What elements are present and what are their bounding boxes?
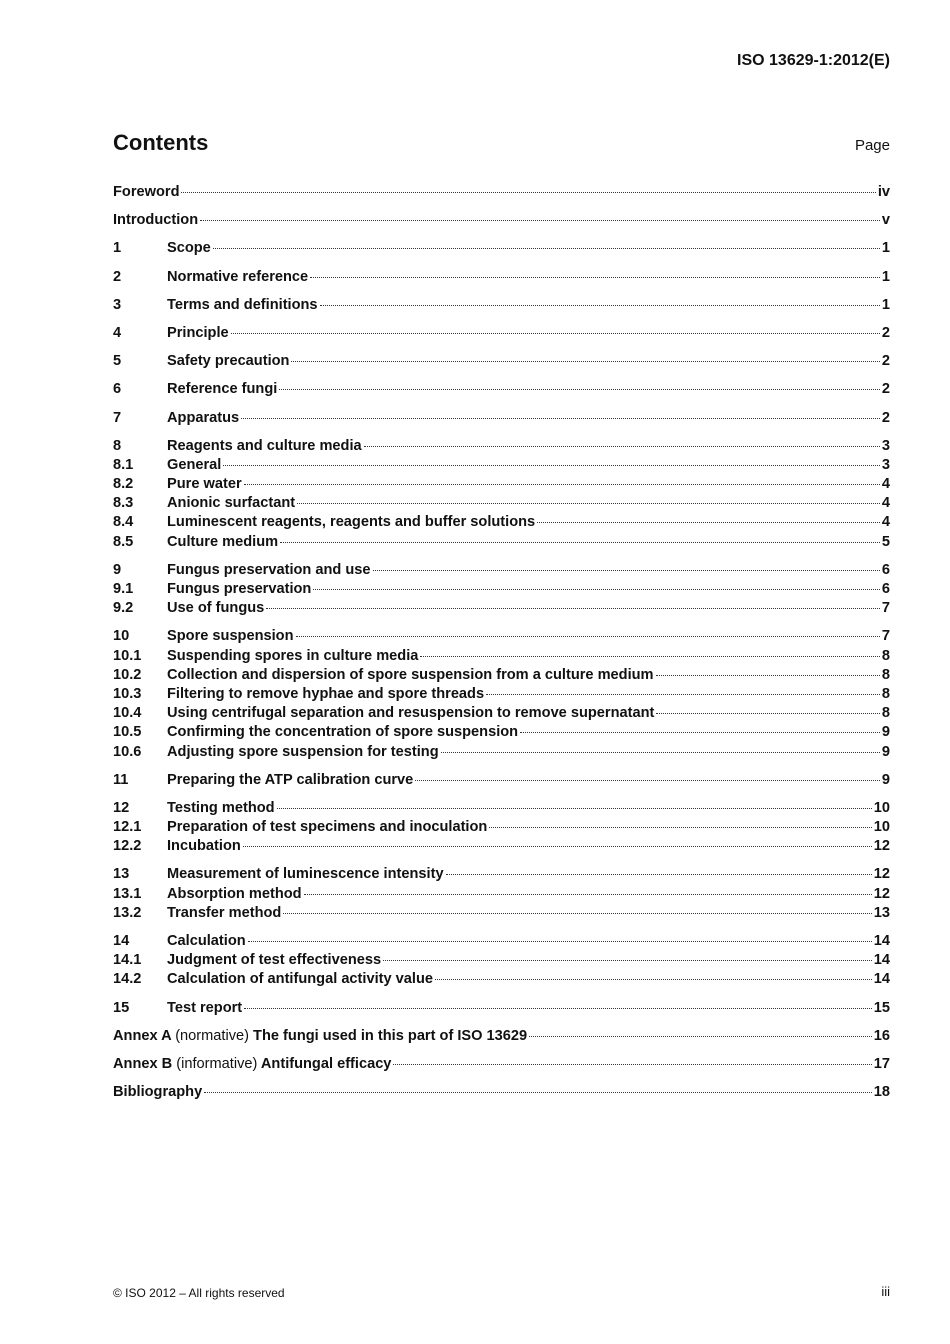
toc-entry-page: 1 — [881, 240, 890, 257]
toc-entry-title: Foreword — [113, 184, 180, 200]
toc-group — [113, 239, 890, 258]
toc-entry-page: 4 — [881, 495, 890, 512]
toc-entry-page: 5 — [881, 533, 890, 550]
toc-entry-title: Anionic surfactant — [167, 495, 296, 512]
dot-leader — [435, 978, 872, 980]
toc-entry-title: Reference fungi — [167, 381, 278, 398]
toc-entry[interactable] — [113, 239, 890, 258]
toc-entry[interactable] — [113, 1027, 890, 1046]
toc-entry-title: Fungus preservation — [167, 581, 312, 597]
toc-group — [113, 1055, 890, 1074]
dot-leader — [373, 569, 880, 571]
toc-entry-title: Testing method — [167, 799, 275, 816]
toc-entry-title: Annex A — [113, 1027, 172, 1044]
toc-entry[interactable] — [113, 970, 890, 989]
toc-entry-page: 9 — [881, 771, 890, 788]
toc-entry-label — [167, 743, 439, 762]
toc-entry-label — [167, 904, 281, 923]
toc-entry-page: 9 — [881, 743, 890, 760]
toc-entry-title: Safety precaution — [167, 353, 290, 370]
dot-leader — [213, 247, 880, 249]
toc-entry[interactable] — [113, 494, 890, 513]
toc-group — [113, 296, 890, 315]
document-id: ISO 13629-1:2012(E) — [737, 52, 890, 69]
toc-entry-label — [167, 666, 654, 685]
toc-entry[interactable] — [113, 183, 890, 202]
toc-entry-label — [167, 475, 242, 494]
dot-leader — [243, 845, 872, 847]
toc-entry-number: 12 — [113, 799, 130, 816]
toc-entry-title: Suspending spores in culture media — [167, 647, 419, 664]
contents-title: Contents — [113, 130, 209, 155]
toc-entry-page: 15 — [873, 999, 890, 1016]
toc-entry-label — [113, 1055, 391, 1074]
table-of-contents — [113, 183, 890, 1111]
toc-entry-title: Terms and definitions — [167, 296, 318, 313]
toc-entry-number: 8.1 — [113, 456, 134, 473]
toc-entry-page: 2 — [881, 381, 890, 398]
dot-leader — [656, 712, 880, 714]
dot-leader — [181, 191, 875, 193]
toc-entry-page: 14 — [873, 933, 890, 949]
toc-entry-title: Calculation of antifungal activity value — [167, 971, 433, 988]
toc-entry[interactable] — [113, 268, 890, 287]
toc-entry[interactable] — [113, 743, 890, 762]
toc-entry-title: Use of fungus — [167, 600, 265, 617]
toc-entry-title: Pure water — [167, 476, 242, 493]
toc-entry-number: 12.1 — [113, 819, 142, 836]
toc-entry-page: 14 — [873, 971, 890, 988]
toc-entry-page: 12 — [873, 838, 890, 855]
toc-entry-title: Luminescent reagents, reagents and buffer solutions — [167, 514, 536, 531]
toc-entry-label — [167, 494, 295, 513]
toc-entry-page: 6 — [881, 561, 890, 578]
toc-entry-page: 3 — [881, 437, 890, 454]
dot-leader — [204, 1091, 872, 1093]
toc-group — [113, 799, 890, 857]
dot-leader — [415, 779, 880, 781]
toc-group — [113, 999, 890, 1018]
toc-entry-page: 18 — [873, 1084, 890, 1101]
toc-entry-number: 13.2 — [113, 904, 142, 921]
toc-entry-label — [167, 970, 433, 989]
toc-entry-label — [113, 183, 179, 202]
dot-leader — [200, 219, 880, 221]
toc-entry[interactable] — [113, 513, 890, 532]
dot-leader — [441, 751, 880, 753]
toc-entry-label — [167, 885, 302, 904]
toc-entry-page: 9 — [881, 724, 890, 741]
toc-entry[interactable] — [113, 771, 890, 790]
toc-entry-page: 7 — [881, 628, 890, 645]
toc-entry-number: 9.2 — [113, 600, 134, 617]
toc-entry[interactable] — [113, 865, 890, 884]
annex-title: The fungi used in this part of ISO 13629 — [253, 1027, 528, 1044]
toc-group — [113, 771, 890, 790]
toc-entry-page: 12 — [873, 866, 890, 883]
toc-entry-label — [113, 1027, 527, 1046]
toc-entry-number: 6 — [113, 381, 122, 398]
toc-entry-label — [167, 599, 264, 618]
toc-entry-number: 7 — [113, 409, 122, 426]
toc-entry-title: Scope — [167, 240, 211, 257]
toc-entry-label — [167, 324, 229, 343]
toc-entry-title: Calculation — [167, 933, 246, 949]
toc-entry-page: 12 — [873, 885, 890, 902]
dot-leader — [383, 959, 872, 961]
toc-entry-label — [167, 437, 362, 456]
dot-leader — [656, 674, 880, 676]
toc-entry[interactable] — [113, 951, 890, 970]
toc-entry[interactable] — [113, 799, 890, 818]
toc-entry[interactable] — [113, 561, 890, 580]
toc-entry-title: General — [167, 456, 222, 473]
copyright-notice: © ISO 2012 – All rights reserved — [113, 1286, 285, 1300]
toc-entry[interactable] — [113, 1083, 890, 1102]
toc-entry-label — [113, 211, 198, 230]
dot-leader — [231, 332, 880, 334]
dot-leader — [266, 607, 880, 609]
toc-entry-number: 10.2 — [113, 666, 142, 683]
toc-entry-page: iv — [877, 184, 890, 200]
dot-leader — [291, 360, 879, 362]
toc-entry[interactable] — [113, 685, 890, 704]
toc-entry[interactable] — [113, 409, 890, 428]
toc-entry-title: Filtering to remove hyphae and spore threads — [167, 685, 485, 702]
toc-entry[interactable] — [113, 352, 890, 371]
toc-entry-number: 8.3 — [113, 495, 134, 512]
toc-entry-page: 1 — [881, 296, 890, 313]
dot-leader — [486, 693, 880, 695]
toc-entry-label — [167, 456, 221, 475]
toc-entry-number: 1 — [113, 240, 122, 257]
dot-leader — [310, 276, 880, 278]
toc-entry-label — [167, 533, 278, 552]
toc-entry-label — [167, 799, 275, 818]
toc-entry-label — [167, 561, 371, 580]
toc-entry-number: 10.3 — [113, 685, 142, 702]
dot-leader — [393, 1063, 871, 1065]
toc-entry-page: 14 — [873, 952, 890, 969]
toc-entry[interactable] — [113, 666, 890, 685]
page-number: iii — [881, 1284, 890, 1299]
toc-entry-number: 8.4 — [113, 514, 134, 531]
toc-entry-number: 10.5 — [113, 724, 142, 741]
toc-entry-title: Principle — [167, 324, 229, 341]
toc-entry-title: Fungus preservation and use — [167, 561, 371, 578]
toc-group — [113, 352, 890, 371]
toc-entry-number: 13.1 — [113, 885, 142, 902]
toc-entry-label — [167, 647, 418, 666]
toc-entry-page: 4 — [881, 514, 890, 531]
toc-entry-title: Transfer method — [167, 904, 282, 921]
toc-entry[interactable] — [113, 380, 890, 399]
dot-leader — [313, 588, 880, 590]
dot-leader — [446, 873, 872, 875]
toc-entry-label — [167, 818, 487, 837]
toc-entry-title: Judgment of test effectiveness — [167, 952, 382, 969]
toc-entry-page: 1 — [881, 268, 890, 285]
toc-group — [113, 1083, 890, 1102]
toc-entry-title: Bibliography — [113, 1084, 203, 1101]
toc-entry-title: Introduction — [113, 212, 199, 229]
toc-entry-title: Reagents and culture media — [167, 437, 362, 454]
toc-entry[interactable] — [113, 837, 890, 856]
toc-entry-number: 4 — [113, 324, 122, 341]
toc-entry[interactable] — [113, 599, 890, 618]
toc-entry-page: 16 — [873, 1027, 890, 1044]
toc-entry-number: 2 — [113, 268, 122, 285]
toc-entry-label — [167, 685, 484, 704]
toc-entry-title: Collection and dispersion of spore suspension from a culture medium — [167, 666, 654, 683]
toc-entry-label — [167, 771, 413, 790]
toc-entry-page: 8 — [881, 647, 890, 664]
dot-leader — [537, 521, 880, 523]
annex-type: (normative) — [175, 1027, 249, 1044]
toc-group — [113, 932, 890, 990]
toc-entry-number: 14.1 — [113, 952, 142, 969]
toc-entry[interactable] — [113, 932, 890, 951]
dot-leader — [223, 464, 880, 466]
toc-entry-number: 8.5 — [113, 533, 134, 550]
annex-title: Antifungal efficacy — [260, 1055, 392, 1072]
toc-entry-number: 13 — [113, 866, 130, 883]
toc-entry-page: 10 — [873, 819, 890, 836]
toc-entry[interactable] — [113, 533, 890, 552]
dot-leader — [489, 826, 871, 828]
toc-entry-page: 2 — [881, 324, 890, 341]
toc-entry-title: Measurement of luminescence intensity — [167, 866, 444, 883]
toc-entry-page: 8 — [881, 705, 890, 722]
toc-entry-label — [167, 932, 246, 951]
toc-group — [113, 183, 890, 202]
toc-entry-title: Preparation of test specimens and inoculation — [167, 819, 488, 836]
toc-entry-title: Confirming the concentration of spore suspension — [167, 724, 519, 741]
toc-entry-page: 6 — [881, 581, 890, 597]
toc-entry-title: Absorption method — [167, 885, 302, 902]
toc-entry-title: Annex B — [113, 1055, 173, 1072]
toc-entry-title: Culture medium — [167, 533, 279, 550]
toc-entry-number: 10.6 — [113, 743, 142, 760]
toc-entry-number: 8.2 — [113, 476, 134, 493]
dot-leader — [529, 1035, 872, 1037]
toc-entry[interactable] — [113, 818, 890, 837]
toc-entry-label — [167, 837, 241, 856]
toc-entry-title: Spore suspension — [167, 628, 294, 645]
toc-entry-page: 3 — [881, 456, 890, 473]
dot-leader — [244, 1007, 872, 1009]
toc-entry-page: 17 — [873, 1055, 890, 1072]
toc-entry-page: 7 — [881, 600, 890, 617]
toc-group — [113, 380, 890, 399]
dot-leader — [283, 912, 871, 914]
toc-entry[interactable] — [113, 580, 890, 599]
toc-entry-title: Adjusting spore suspension for testing — [167, 743, 439, 760]
toc-entry-page: 4 — [881, 476, 890, 493]
dot-leader — [297, 502, 880, 504]
dot-leader — [248, 940, 872, 942]
toc-entry[interactable] — [113, 211, 890, 230]
toc-group — [113, 324, 890, 343]
toc-entry[interactable] — [113, 475, 890, 494]
toc-entry-number: 11 — [113, 771, 129, 788]
dot-leader — [277, 807, 872, 809]
toc-entry-number: 9 — [113, 561, 122, 578]
toc-entry[interactable] — [113, 723, 890, 742]
toc-entry-number: 14 — [113, 933, 130, 949]
toc-entry[interactable] — [113, 456, 890, 475]
dot-leader — [296, 635, 880, 637]
toc-entry-title: Using centrifugal separation and resuspension to remove supernatant — [167, 705, 655, 722]
toc-entry-label — [113, 1083, 202, 1102]
toc-entry[interactable] — [113, 324, 890, 343]
toc-group — [113, 437, 890, 552]
toc-entry[interactable] — [113, 647, 890, 666]
toc-entry-number: 10.1 — [113, 647, 142, 664]
toc-entry-number: 14.2 — [113, 971, 142, 988]
toc-entry-label — [167, 704, 654, 723]
toc-entry-page: 10 — [873, 799, 890, 816]
toc-entry-label — [167, 239, 211, 258]
toc-entry-title: Incubation — [167, 838, 241, 855]
toc-entry[interactable] — [113, 1055, 890, 1074]
toc-group — [113, 409, 890, 428]
toc-group — [113, 865, 890, 923]
toc-entry[interactable] — [113, 999, 890, 1018]
toc-entry-title: Normative reference — [167, 268, 309, 285]
dot-leader — [279, 388, 880, 390]
dot-leader — [520, 731, 880, 733]
toc-entry-page: 2 — [881, 353, 890, 370]
toc-entry-number: 10.4 — [113, 705, 142, 722]
toc-entry[interactable] — [113, 296, 890, 315]
toc-entry-label — [167, 865, 444, 884]
dot-leader — [304, 893, 872, 895]
toc-entry-number: 10 — [113, 628, 130, 645]
toc-group — [113, 627, 890, 761]
toc-entry[interactable] — [113, 904, 890, 923]
toc-group — [113, 1027, 890, 1046]
toc-entry-label — [167, 999, 242, 1018]
toc-entry-label — [167, 627, 294, 646]
toc-entry[interactable] — [113, 627, 890, 646]
dot-leader — [244, 483, 880, 485]
toc-entry-label — [167, 296, 318, 315]
dot-leader — [280, 541, 880, 543]
toc-group — [113, 211, 890, 230]
toc-entry-page: 8 — [881, 666, 890, 683]
toc-entry-label — [167, 513, 535, 532]
contents-heading-row — [113, 130, 890, 156]
toc-entry-number: 9.1 — [113, 581, 134, 597]
toc-entry-title: Preparing the ATP calibration curve — [167, 771, 414, 788]
toc-entry-label — [167, 380, 277, 399]
toc-entry-label — [167, 580, 311, 599]
toc-entry-title: Test report — [167, 999, 243, 1016]
toc-entry-label — [167, 723, 518, 742]
toc-entry-page: v — [881, 212, 890, 229]
toc-entry-title: Apparatus — [167, 409, 240, 426]
dot-leader — [320, 304, 880, 306]
toc-entry[interactable] — [113, 437, 890, 456]
toc-entry-number: 5 — [113, 353, 122, 370]
toc-entry-label — [167, 268, 308, 287]
dot-leader — [364, 445, 880, 447]
toc-entry-label — [167, 951, 381, 970]
toc-group — [113, 268, 890, 287]
page-column-label: Page — [854, 137, 890, 154]
toc-entry-page: 8 — [881, 685, 890, 702]
toc-entry-label — [167, 352, 289, 371]
dot-leader — [241, 417, 880, 419]
toc-entry-number: 3 — [113, 296, 122, 313]
toc-entry-number: 12.2 — [113, 838, 142, 855]
dot-leader — [420, 655, 879, 657]
annex-type: (informative) — [176, 1055, 258, 1072]
toc-entry-page: 2 — [881, 409, 890, 426]
toc-entry-page: 13 — [873, 904, 890, 921]
toc-entry[interactable] — [113, 704, 890, 723]
toc-entry-label — [167, 409, 239, 428]
toc-group — [113, 561, 890, 619]
toc-entry[interactable] — [113, 885, 890, 904]
toc-entry-number: 15 — [113, 999, 130, 1016]
toc-entry-number: 8 — [113, 437, 122, 454]
